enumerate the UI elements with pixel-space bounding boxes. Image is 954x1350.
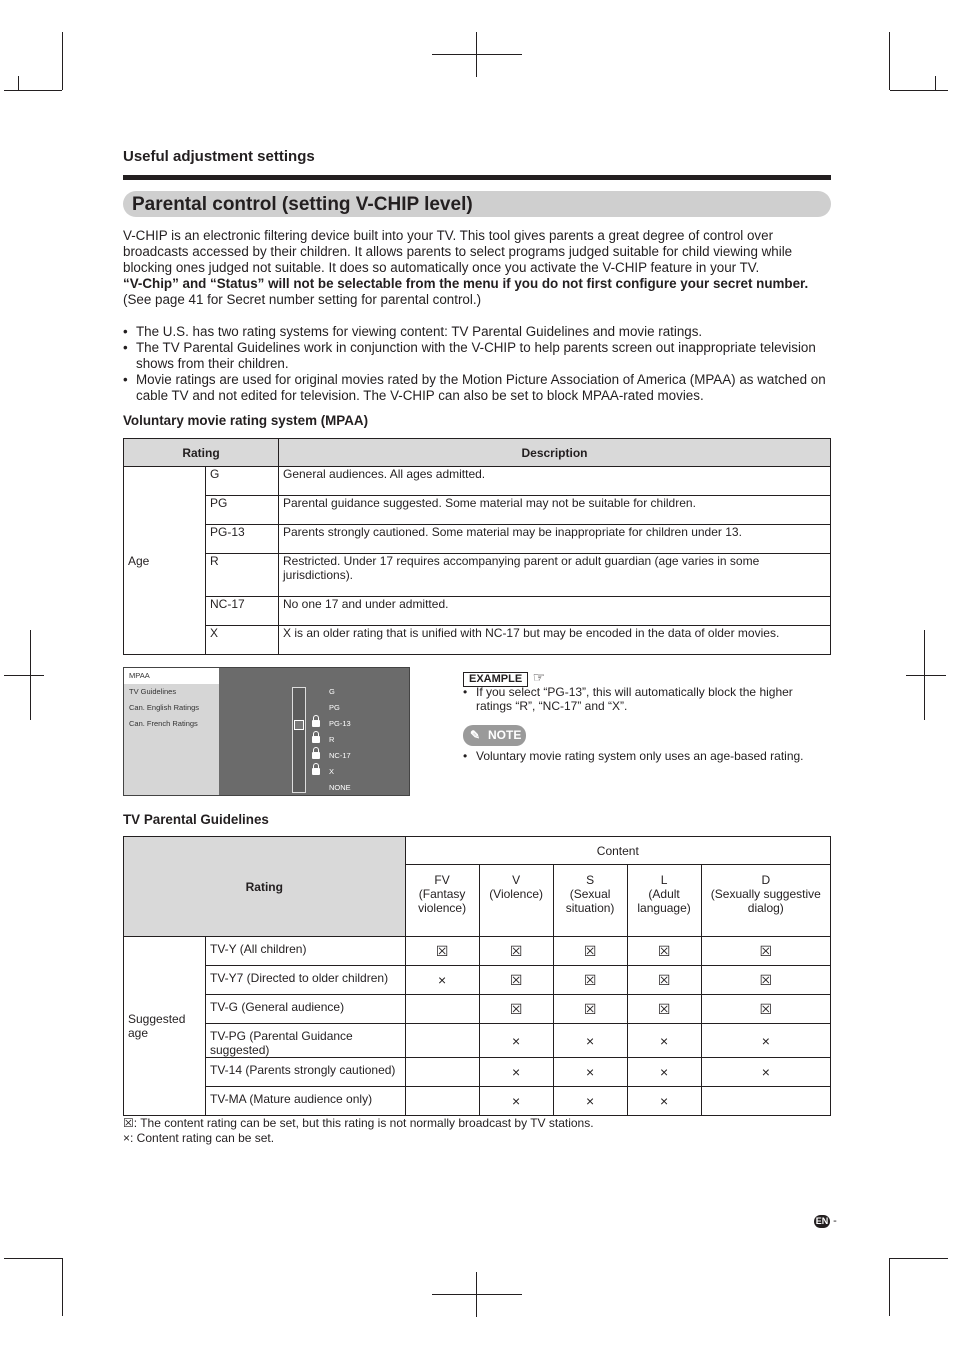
intro-warning: “V-Chip” and “Status” will not be selectable from the menu if you do not first configure your secret number.: [123, 275, 809, 291]
tvg-mark: ☒: [553, 966, 627, 995]
tvg-mark: [405, 995, 479, 1024]
mpaa-col-rating: Rating: [124, 439, 279, 467]
tv-level: NONE: [329, 783, 351, 792]
tvg-rating-label: TV-MA (Mature audience only): [206, 1087, 406, 1116]
legend-item: ×: Content rating can be set.: [123, 1130, 275, 1145]
tvg-mark: ×: [627, 1087, 701, 1116]
tvg-mark: ×: [701, 1058, 830, 1087]
note-bullet: • Voluntary movie rating system only uses an age-based rating.: [463, 749, 831, 763]
tv-menu-item: Can. English Ratings: [129, 703, 200, 712]
tvg-mark: ☒: [553, 937, 627, 966]
info-bullets: [123, 324, 831, 404]
tvg-mark: ×: [479, 1024, 553, 1058]
note-text: [463, 749, 831, 763]
tv-guidelines-table: [123, 836, 831, 1116]
tv-level: X: [329, 767, 335, 776]
content-desc: (Sexual situation): [565, 887, 615, 915]
legend: [123, 1116, 594, 1145]
tv-level: PG: [329, 703, 340, 712]
mpaa-code: PG-13: [206, 525, 279, 554]
tv-menu-sidebar: [124, 668, 219, 795]
tvg-mark: ☒: [627, 995, 701, 1024]
tvg-mark: ☒: [701, 995, 830, 1024]
intro-text: [123, 228, 831, 308]
mpaa-desc: No one 17 and under admitted.: [279, 597, 831, 626]
example-text: [463, 685, 831, 713]
tvg-mark: ×: [553, 1058, 627, 1087]
mpaa-code: X: [206, 626, 279, 655]
lock-icon: [312, 768, 320, 775]
mpaa-desc: General audiences. All ages admitted.: [279, 467, 831, 496]
tvg-mark: ☒: [701, 937, 830, 966]
page-footer: [814, 1215, 837, 1228]
mpaa-code: PG: [206, 496, 279, 525]
lock-icon: [312, 720, 320, 727]
tvg-col-rating: Rating: [124, 837, 406, 937]
tvg-rating-label: TV-PG (Parental Guidance suggested): [206, 1024, 406, 1058]
lock-icon: [312, 752, 320, 759]
mpaa-col-description: Description: [279, 439, 831, 467]
mpaa-desc: X is an older rating that is unified with NC-17 but may be encoded in the data of older movies.: [279, 626, 831, 655]
pointing-hand-icon: ☞: [532, 669, 546, 685]
content-code: D: [761, 873, 771, 887]
tv-level: PG-13: [329, 719, 351, 728]
tvg-mark: ×: [701, 1024, 830, 1058]
tvg-mark: ×: [479, 1058, 553, 1087]
tvg-mark: ☒: [627, 966, 701, 995]
tv-level: R: [329, 735, 335, 744]
page-dash: -: [833, 1215, 837, 1227]
page-title: Parental control (setting V-CHIP level): [132, 194, 473, 215]
tvg-content-col: [553, 865, 627, 937]
content-code: FV: [434, 873, 450, 887]
tvg-mark: ☒: [627, 937, 701, 966]
tvg-mark: ☒: [701, 966, 830, 995]
tvg-content-col: [701, 865, 830, 937]
tvg-mark: ☒: [479, 937, 553, 966]
tvg-mark: ☒: [479, 966, 553, 995]
content-code: L: [660, 873, 668, 887]
tvg-mark: ☒: [405, 937, 479, 966]
bullet-item: • Movie ratings are used for original movies rated by the Motion Picture Association of America (MPAA) as watched on cable TV and not edited for television. The V-CHIP can also be set to block MPAA-rated movies.: [123, 372, 831, 404]
tvg-mark: [405, 1024, 479, 1058]
section-rule: [123, 175, 831, 180]
example-badge: EXAMPLE: [463, 672, 528, 687]
example-bullet: • If you select “PG-13”, this will automatically block the higher ratings “R”, “NC-17” and “X”.: [463, 685, 831, 713]
tvg-mark: [701, 1087, 830, 1116]
note-badge: [463, 725, 526, 746]
legend-item: ☒: The content rating can be set, but this rating is not normally broadcast by TV stations.: [123, 1116, 594, 1130]
intro-paragraph: V-CHIP is an electronic filtering device built into your TV. This tool gives parents a great degree of control over broadcasts accessed by their children. It allows parents to select programs judged suitable for child viewing while blocking ones judged not suitable. It does so automatically once you activate the V-CHIP feature in your TV.: [123, 228, 793, 275]
mpaa-code: G: [206, 467, 279, 496]
mpaa-code: R: [206, 554, 279, 597]
note-label: NOTE: [488, 728, 522, 742]
content-code: S: [586, 873, 595, 887]
tvg-content-col: [405, 865, 479, 937]
tv-level-slider: [292, 687, 306, 793]
tvg-col-content: Content: [405, 837, 830, 865]
tvg-mark: ×: [479, 1087, 553, 1116]
tv-level: NC-17: [329, 751, 351, 760]
lock-icon: [312, 736, 320, 743]
section-title: Useful adjustment settings: [123, 148, 315, 165]
tvg-mark: [405, 1087, 479, 1116]
tvg-rating-label: TV-14 (Parents strongly cautioned): [206, 1058, 406, 1087]
mpaa-desc: Restricted. Under 17 requires accompanying parent or adult guardian (age varies in some jurisdictions).: [279, 554, 831, 597]
mpaa-group-age: Age: [124, 467, 206, 655]
language-badge: EN: [815, 1216, 829, 1226]
tv-level: G: [329, 687, 335, 696]
tv-level-list: [329, 684, 351, 796]
tvg-group-suggested-age: Suggested age: [124, 937, 206, 1116]
tvg-rating-label: TV-G (General audience): [206, 995, 406, 1024]
tv-menu-screenshot: [123, 667, 410, 796]
mpaa-heading: Voluntary movie rating system (MPAA): [123, 413, 369, 428]
tvg-mark: ×: [627, 1024, 701, 1058]
tvg-mark: ×: [627, 1058, 701, 1087]
mpaa-table: [123, 438, 831, 655]
tv-menu-item: TV Guidelines: [129, 687, 177, 696]
tvg-mark: [405, 1058, 479, 1087]
bullet-item: • The TV Parental Guidelines work in conjunction with the V-CHIP to help parents screen out inappropriate television shows from their children.: [123, 340, 831, 372]
content-desc: (Fantasy violence): [418, 887, 467, 915]
tv-guidelines-heading: TV Parental Guidelines: [123, 812, 269, 827]
content-code: V: [512, 873, 521, 887]
bullet-item: • The U.S. has two rating systems for viewing content: TV Parental Guidelines and movie ratings.: [123, 324, 831, 340]
mpaa-desc: Parental guidance suggested. Some material may not be suitable for children.: [279, 496, 831, 525]
tvg-mark: ×: [553, 1087, 627, 1116]
content-desc: (Violence): [489, 887, 543, 901]
mpaa-code: NC-17: [206, 597, 279, 626]
content-desc: (Adult language): [637, 887, 691, 915]
intro-reference: (See page 41 for Secret number setting for parental control.): [123, 291, 482, 307]
tvg-mark: ×: [553, 1024, 627, 1058]
tvg-mark: ×: [405, 966, 479, 995]
tvg-content-col: [479, 865, 553, 937]
tv-menu-title: MPAA: [124, 668, 219, 684]
title-banner: [123, 191, 831, 217]
slider-knob: [294, 720, 304, 730]
tvg-content-col: [627, 865, 701, 937]
tvg-mark: ☒: [553, 995, 627, 1024]
pencil-icon: ✎: [470, 728, 481, 742]
tvg-mark: ☒: [479, 995, 553, 1024]
tvg-rating-label: TV-Y (All children): [206, 937, 406, 966]
mpaa-desc: Parents strongly cautioned. Some material may be inappropriate for children under 13.: [279, 525, 831, 554]
tv-menu-item: Can. French Ratings: [129, 719, 198, 728]
content-desc: (Sexually suggestive dialog): [710, 887, 821, 915]
tvg-rating-label: TV-Y7 (Directed to older children): [206, 966, 406, 995]
